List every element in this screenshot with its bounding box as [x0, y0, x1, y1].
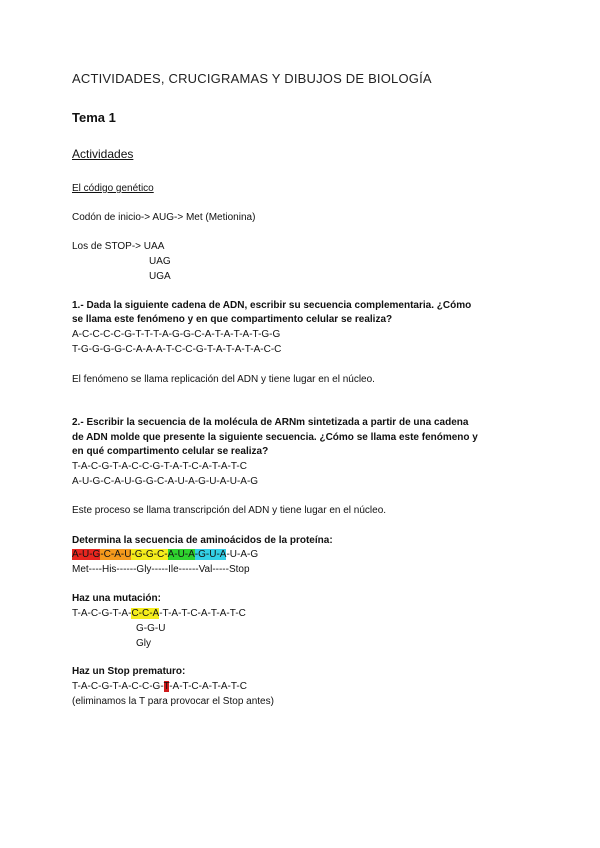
- mutation-codon: G-G-U: [136, 623, 166, 634]
- document-title: ACTIVIDADES, CRUCIGRAMAS Y DIBUJOS DE BIOLOGÍA: [72, 71, 432, 86]
- mutation-seq-highlight: C-C-A: [131, 608, 160, 619]
- codon-sequence: [72, 548, 258, 561]
- premature-stop-seq-highlight: T: [163, 681, 170, 692]
- section-heading-activities: Actividades: [72, 147, 134, 161]
- mutation-sequence: [72, 607, 246, 620]
- question2-answer: Este proceso se llama transcripción del ADN y tiene lugar en el núcleo.: [72, 505, 387, 516]
- premature-stop-heading: Haz un Stop prematuro:: [72, 666, 186, 677]
- subsection-genetic-code: El código genético: [72, 183, 154, 194]
- mutation-heading: Haz una mutación:: [72, 593, 161, 604]
- question1-answer: El fenómeno se llama replicación del ADN y tiene lugar en el núcleo.: [72, 374, 375, 385]
- mutation-seq-pre: T-A-C-G-T-A-: [72, 608, 132, 619]
- protein-sequence: Met----His------Gly-----Ile------Val-----Stop: [72, 564, 250, 575]
- question1-line2: se llama este fenómeno y en que compartimento celular se realiza?: [72, 314, 393, 325]
- stop-codons-line2: UAG: [149, 256, 171, 267]
- premature-stop-seq-pre: T-A-C-G-T-A-C-C-G-: [72, 681, 164, 692]
- question2-line2: de ADN molde que presente la siguiente secuencia. ¿Cómo se llama este fenómeno y: [72, 432, 478, 443]
- codon-highlight: -G-U-A: [194, 549, 227, 560]
- amino-acids-heading: Determina la secuencia de aminoácidos de la proteína:: [72, 535, 333, 546]
- question1-sequence2: T-G-G-G-G-C-A-A-A-T-C-C-G-T-A-T-A-T-A-C-C: [72, 344, 282, 355]
- start-codon-line: Codón de inicio-> AUG-> Met (Metionina): [72, 212, 256, 223]
- codon-highlight: A-U-G: [72, 549, 101, 560]
- question2-line1: 2.- Escribir la secuencia de la molécula de ARNm sintetizada a partir de una cadena: [72, 417, 469, 428]
- codon-highlight: -G-G-C-: [131, 549, 168, 560]
- codon-highlight: A-U-A: [167, 549, 195, 560]
- question2-sequence1: T-A-C-G-T-A-C-C-G-T-A-T-C-A-T-A-T-C: [72, 461, 247, 472]
- question2-sequence2: A-U-G-C-A-U-G-G-C-A-U-A-G-U-A-U-A-G: [72, 476, 259, 487]
- codon-plain: -U-A-G: [226, 549, 259, 560]
- stop-codons-line1: Los de STOP-> UAA: [72, 241, 165, 252]
- premature-stop-sequence: [72, 680, 247, 693]
- question1-line1: 1.- Dada la siguiente cadena de ADN, escribir su secuencia complementaria. ¿Cómo: [72, 300, 472, 311]
- question1-sequence1: A-C-C-C-C-G-T-T-T-A-G-G-C-A-T-A-T-A-T-G-G: [72, 329, 281, 340]
- question2-line3: en qué compartimento celular se realiza?: [72, 446, 269, 457]
- stop-codons-line3: UGA: [149, 271, 171, 282]
- topic-heading: Tema 1: [72, 110, 116, 125]
- mutation-amino-acid: Gly: [136, 638, 151, 649]
- mutation-seq-post: -T-A-T-C-A-T-A-T-C: [159, 608, 246, 619]
- premature-stop-seq-post: -A-T-C-A-T-A-T-C: [169, 681, 247, 692]
- premature-stop-note: (eliminamos la T para provocar el Stop antes): [72, 696, 274, 707]
- codon-highlight: -C-A-U: [100, 549, 132, 560]
